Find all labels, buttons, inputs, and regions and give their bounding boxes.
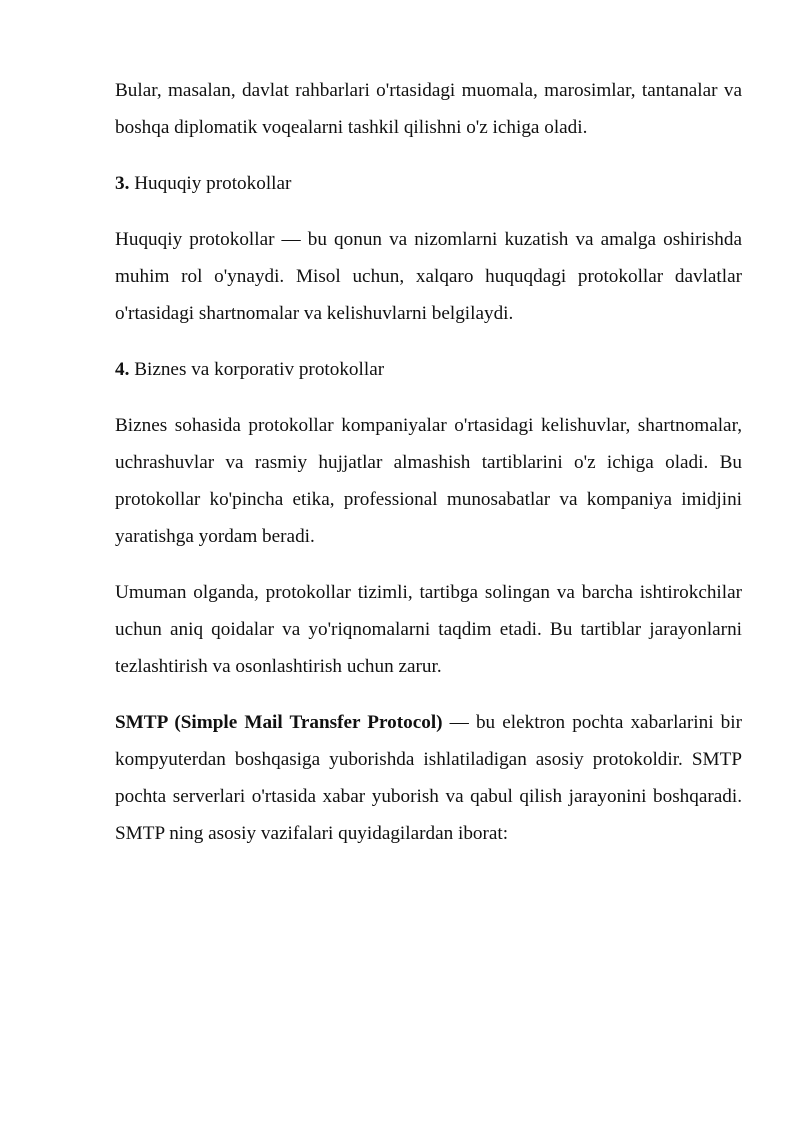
- section-heading-business: [115, 351, 742, 388]
- section-number: 3.: [115, 173, 130, 194]
- paragraph-smtp: [115, 704, 742, 852]
- section-heading-legal: [115, 165, 742, 202]
- section-title: Biznes va korporativ protokollar: [129, 359, 385, 380]
- section-title: Huquqiy protokollar: [129, 173, 292, 194]
- document-page: [115, 72, 742, 871]
- paragraph-business-protocols: Biznes sohasida protokollar kompaniyalar o'rtasidagi kelishuvlar, shartnomalar, uchrashuvlar va rasmiy hujjatlar almashish tartiblarini o'z ichiga oladi. Bu protokollar ko'pincha etika, professional munosabatlar va kompaniya imidjini yaratishga yordam beradi.: [115, 415, 742, 547]
- paragraph-legal-protocols: Huquqiy protokollar — bu qonun va nizomlarni kuzatish va amalga oshirishda muhim rol o'ynaydi. Misol uchun, xalqaro huquqdagi protokollar davlatlar o'rtasidagi shartnomalar va kelishuvlarni belgilaydi.: [115, 229, 742, 324]
- smtp-term: SMTP (Simple Mail Transfer Protocol): [115, 712, 443, 733]
- paragraph-summary: Umuman olganda, protokollar tizimli, tartibga solingan va barcha ishtirokchilar uchun aniq qoidalar va yo'riqnomalarni taqdim etadi. Bu tartiblar jarayonlarni tezlashtirish va osonlashtirish uchun zarur.: [115, 582, 742, 677]
- section-number: 4.: [115, 359, 130, 380]
- smtp-description: — bu elektron pochta xabarlarini bir kompyuterdan boshqasiga yuborishda ishlatiladigan asosiy protokoldir. SMTP pochta serverlari o'rtasida xabar yuborish va qabul qilish jarayonini boshqaradi. SMTP ning asosiy vazifalari quyidagilardan iborat:: [115, 712, 742, 844]
- paragraph-diplomatic-intro: Bular, masalan, davlat rahbarlari o'rtasidagi muomala, marosimlar, tantanalar va boshqa diplomatik voqealarni tashkil qilishni o'z ichiga oladi.: [115, 80, 742, 138]
